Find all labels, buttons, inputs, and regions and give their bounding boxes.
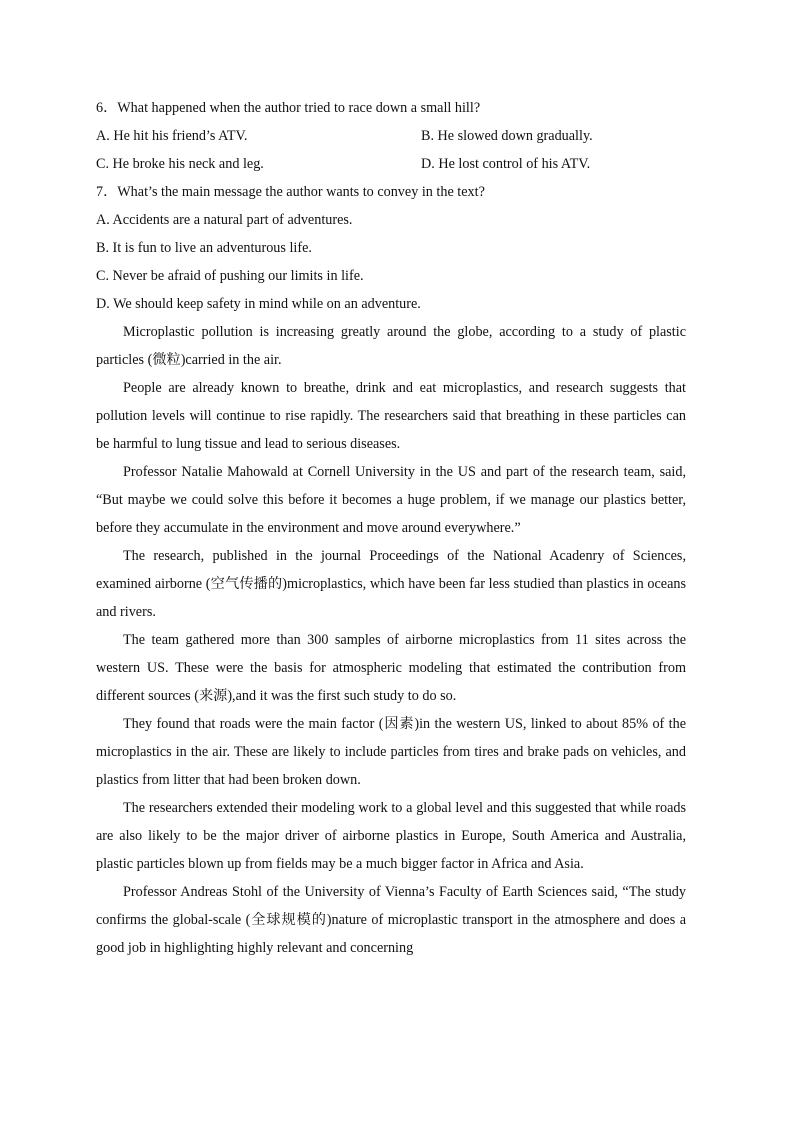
passage-paragraph-1: Microplastic pollution is increasing greatly around the globe, according to a study of plastic particles (微粒)carried in the air.: [96, 324, 686, 368]
passage-paragraph-8: Professor Andreas Stohl of the University of Vienna’s Faculty of Earth Sciences said, “The study confirms the global-scale (全球规模的)nature of microplastic transport in the atmosphere and does a good job in highlighting highly relevant and concerning: [96, 884, 686, 956]
passage-paragraph-2: People are already known to breathe, drink and eat microplastics, and research suggests that pollution levels will continue to rise rapidly. The researchers said that breathing in these particles can be harmful to lung tissue and lead to serious diseases.: [96, 380, 686, 452]
passage-paragraph-5: The team gathered more than 300 samples of airborne microplastics from 11 sites across the western US. These were the basis for atmospheric modeling that estimated the contribution from different sources (来源),and it was the first such study to do so.: [96, 632, 686, 704]
question-7-option-b[interactable]: B. It is fun to live an adventurous life.: [96, 240, 312, 256]
question-7-option-a[interactable]: A. Accidents are a natural part of adventures.: [96, 212, 353, 228]
question-6-option-d[interactable]: D. He lost control of his ATV.: [421, 156, 591, 172]
question-6-options-row-1: [96, 122, 686, 150]
passage-paragraph-6: They found that roads were the main factor (因素)in the western US, linked to about 85% of the microplastics in the air. These are likely to include particles from tires and brake pads on vehicles, and plastics from litter that had been broken down.: [96, 716, 686, 788]
question-7-option-c[interactable]: C. Never be afraid of pushing our limits in life.: [96, 268, 364, 284]
question-7-option-d[interactable]: D. We should keep safety in mind while on an adventure.: [96, 296, 421, 312]
question-7-stem: 7．What’s the main message the author wants to convey in the text?: [96, 184, 485, 200]
question-6-option-c[interactable]: C. He broke his neck and leg.: [96, 156, 264, 172]
passage-paragraph-7: The researchers extended their modeling work to a global level and this suggested that while roads are also likely to be the major driver of airborne plastics in Europe, South America and Australia, plastic particles blown up from fields may be a much bigger factor in Africa and Asia.: [96, 800, 686, 872]
passage-paragraph-4: The research, published in the journal Proceedings of the National Acadenry of Sciences, examined airborne (空气传播的)microplastics, which have been far less studied than plastics in oceans and rivers.: [96, 548, 686, 620]
document-page: [96, 94, 686, 962]
question-6-option-b[interactable]: B. He slowed down gradually.: [421, 128, 593, 144]
passage-paragraph-3: Professor Natalie Mahowald at Cornell University in the US and part of the research team, said, “But maybe we could solve this before it becomes a huge problem, if we manage our plastics better, before they accumulate in the environment and move around everywhere.”: [96, 464, 686, 536]
question-6-options-row-2: [96, 150, 686, 178]
question-6-option-a[interactable]: A. He hit his friend’s ATV.: [96, 128, 248, 144]
question-6-stem: 6．What happened when the author tried to race down a small hill?: [96, 100, 481, 116]
